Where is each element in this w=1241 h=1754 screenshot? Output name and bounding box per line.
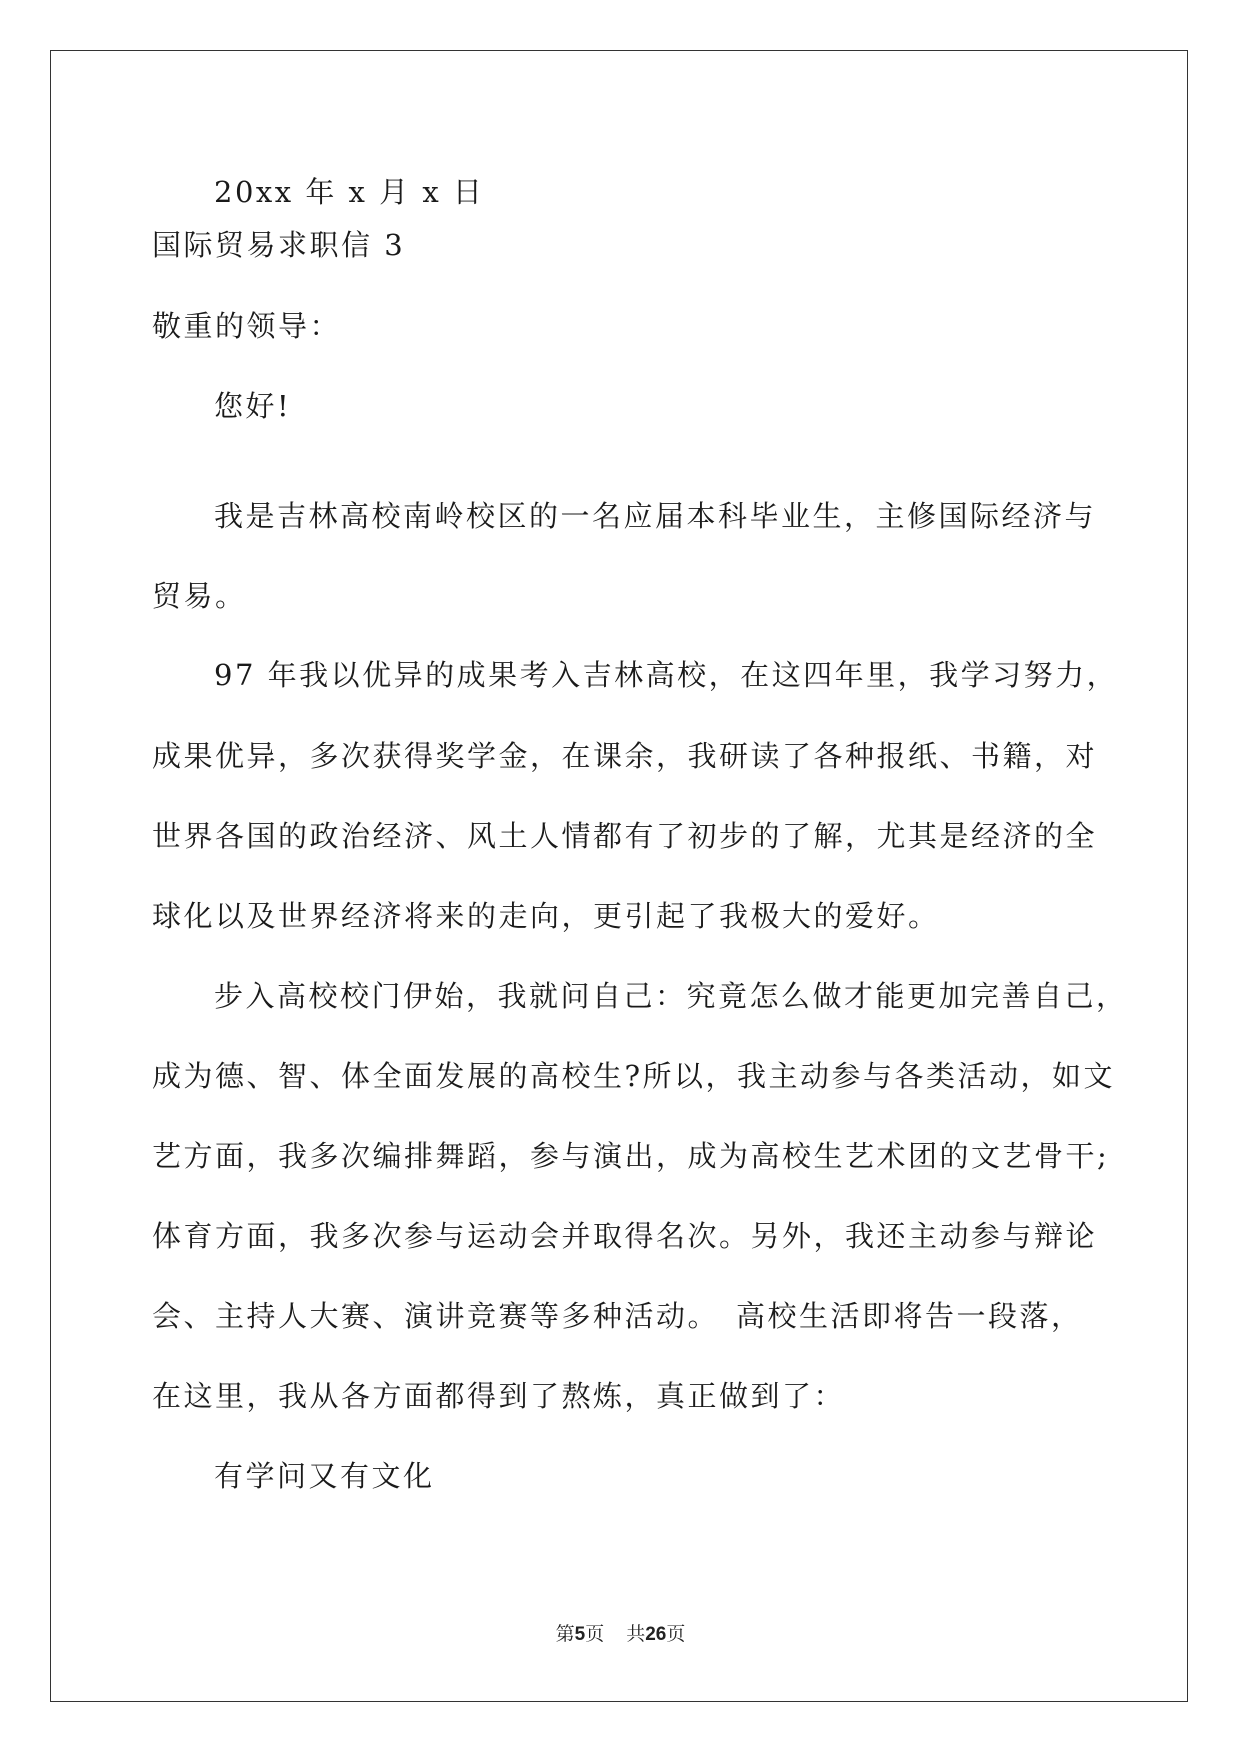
letter-title: 国际贸易求职信 3 bbox=[152, 228, 406, 262]
body-line: 成为德、智、体全面发展的高校生?所以，我主动参与各类活动，如文 bbox=[152, 1059, 1116, 1093]
letter-greeting: 您好! bbox=[214, 389, 292, 423]
body-line: 艺方面，我多次编排舞蹈，参与演出，成为高校生艺术团的文艺骨干; bbox=[152, 1139, 1110, 1173]
page-frame bbox=[50, 50, 1188, 1702]
body-line: 步入高校校门伊始，我就问自己：究竟怎么做才能更加完善自己， bbox=[214, 979, 1128, 1013]
body-line: 在这里，我从各方面都得到了熬炼，真正做到了： bbox=[152, 1379, 846, 1413]
footer-page-suffix: 页 bbox=[585, 1623, 605, 1645]
footer-total-prefix: 共 bbox=[626, 1623, 646, 1645]
footer-total-suffix: 页 bbox=[666, 1623, 686, 1645]
body-line: 我是吉林高校南岭校区的一名应届本科毕业生，主修国际经济与 bbox=[214, 499, 1097, 533]
letter-salutation: 敬重的领导： bbox=[152, 309, 342, 343]
body-line: 成果优异，多次获得奖学金，在课余，我研读了各种报纸、书籍，对 bbox=[152, 739, 1098, 773]
footer-total-pages: 26 bbox=[645, 1624, 667, 1645]
footer-page-number: 5 bbox=[574, 1624, 586, 1645]
page-footer bbox=[0, 1622, 1241, 1647]
body-line: 世界各国的政治经济、风土人情都有了初步的了解，尤其是经济的全 bbox=[152, 819, 1098, 853]
body-line: 贸易。 bbox=[152, 579, 247, 613]
body-line: 体育方面，我多次参与运动会并取得名次。另外，我还主动参与辩论 bbox=[152, 1219, 1098, 1253]
body-line: 会、主持人大赛、演讲竞赛等多种活动。 高校生活即将告一段落， bbox=[152, 1299, 1083, 1333]
body-line: 97 年我以优异的成果考入吉林高校，在这四年里，我学习努力， bbox=[214, 658, 1119, 692]
body-line: 球化以及世界经济将来的走向，更引起了我极大的爱好。 bbox=[152, 899, 940, 933]
footer-page-prefix: 第 bbox=[555, 1623, 575, 1645]
letter-date: 20xx 年 x 月 x 日 bbox=[214, 175, 485, 209]
body-line: 有学问又有文化 bbox=[214, 1459, 435, 1493]
